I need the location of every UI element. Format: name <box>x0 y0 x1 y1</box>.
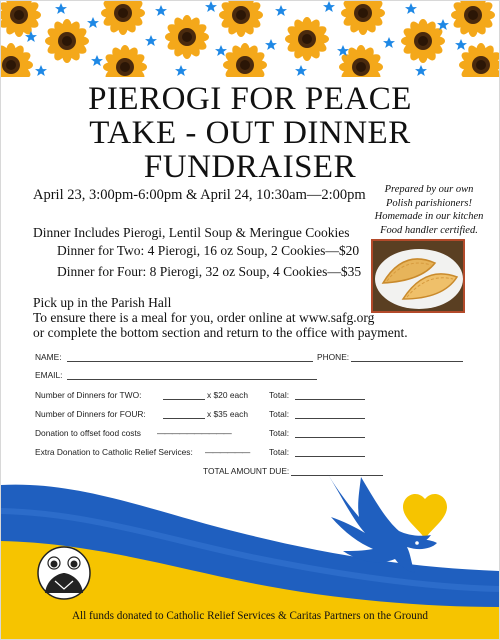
title-line-1: PIEROGI FOR PEACE <box>88 81 412 117</box>
sunflower-banner <box>1 1 499 77</box>
dinners-four-price: x $35 each <box>207 409 248 419</box>
name-field[interactable] <box>67 361 313 362</box>
total-label: Total: <box>269 428 290 438</box>
dinner-includes: Dinner Includes Pierogi, Lentil Soup & Meringue Cookies <box>33 225 350 240</box>
dinners-two-price: x $20 each <box>207 390 248 400</box>
donation-dashes: —————————— <box>157 428 231 438</box>
email-label: EMAIL: <box>35 370 63 380</box>
side-note-line: Food handler certified. <box>380 224 478 236</box>
title-line-2: TAKE - OUT DINNER <box>89 115 411 151</box>
dinners-two-total-field[interactable] <box>295 399 365 400</box>
name-label: NAME: <box>35 352 62 362</box>
email-field[interactable] <box>67 379 317 380</box>
total-label: Total: <box>269 409 290 419</box>
pierogi-icon <box>373 241 463 311</box>
total-label: Total: <box>269 447 290 457</box>
pierogi-photo <box>371 239 465 313</box>
footer-note: All funds donated to Catholic Relief Services & Caritas Partners on the Ground <box>71 610 429 622</box>
dinners-two-qty-field[interactable] <box>163 399 205 400</box>
extra-donation-label: Extra Donation to Catholic Relief Services: <box>35 447 193 457</box>
extra-donation-dashes: —————— <box>205 447 250 457</box>
side-note-line: Polish parishioners! <box>385 197 473 209</box>
dinner-for-two: Dinner for Two: 4 Pierogi, 16 oz Soup, 2 Cookies—$20 <box>57 243 360 258</box>
donation-label: Donation to offset food costs <box>35 428 141 438</box>
dinner-for-four: Dinner for Four: 8 Pierogi, 32 oz Soup, 4 Cookies—$35 <box>57 264 362 279</box>
dove-with-heart-icon <box>307 455 467 605</box>
phone-field[interactable] <box>351 361 463 362</box>
dinners-two-label: Number of Dinners for TWO: <box>35 390 142 400</box>
order-online-text: To ensure there is a meal for you, order online at www.safg.org <box>33 310 375 325</box>
side-note-line: Prepared by our own <box>384 184 474 195</box>
saints-logo <box>35 543 93 607</box>
grand-total-label: TOTAL AMOUNT DUE: <box>203 466 290 476</box>
dinners-four-qty-field[interactable] <box>163 418 205 419</box>
side-note <box>367 183 491 237</box>
phone-label: PHONE: <box>317 352 350 362</box>
donation-total-field[interactable] <box>295 437 365 438</box>
return-office-text: or complete the bottom section and return to the office with payment. <box>33 325 408 340</box>
pickup-location: Pick up in the Parish Hall <box>33 295 172 310</box>
dinners-four-total-field[interactable] <box>295 418 365 419</box>
total-label: Total: <box>269 390 290 400</box>
title-line-3: FUNDRAISER <box>143 149 357 185</box>
dinners-four-label: Number of Dinners for FOUR: <box>35 409 146 419</box>
event-dates: April 23, 3:00pm-6:00pm & April 24, 10:30am—2:00pm <box>33 187 366 203</box>
side-note-line: Homemade in our kitchen <box>374 211 484 223</box>
